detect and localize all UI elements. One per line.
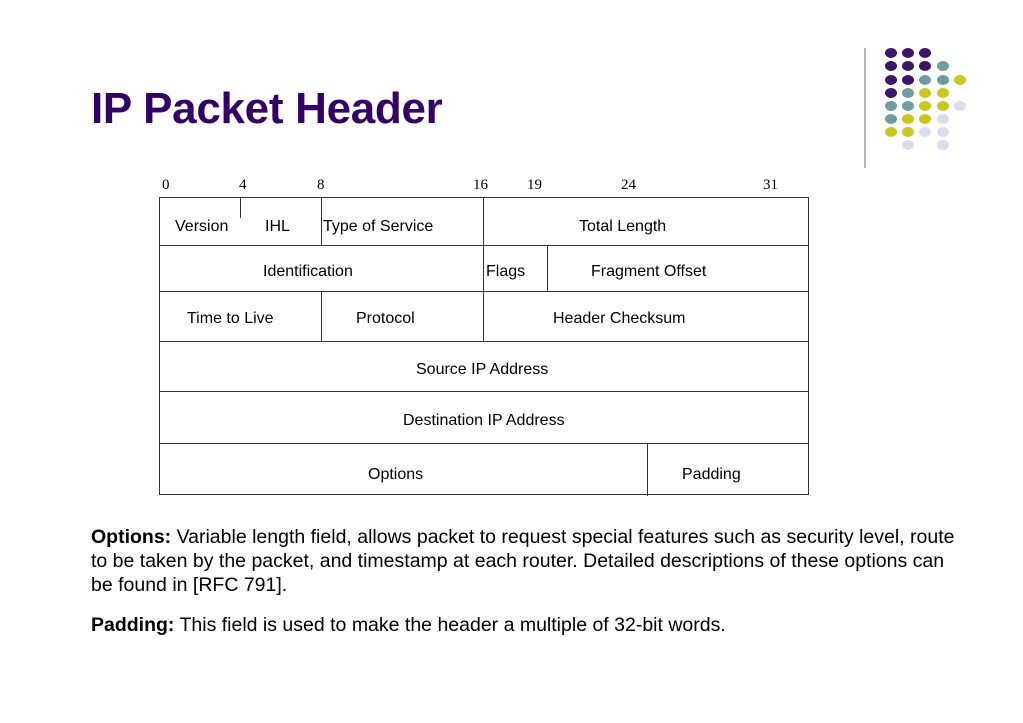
bit-label-8: 8 bbox=[317, 177, 325, 193]
field-version: Version bbox=[175, 218, 229, 235]
decorative-dot bbox=[885, 48, 897, 58]
field-divider bbox=[547, 245, 548, 291]
field-header-checksum: Header Checksum bbox=[553, 310, 686, 327]
ip-header-diagram bbox=[159, 197, 809, 495]
decorative-dot bbox=[885, 101, 897, 111]
field-padding: Padding bbox=[682, 466, 741, 483]
field-source-ip-address: Source IP Address bbox=[416, 361, 549, 378]
decorative-dot bbox=[885, 127, 897, 137]
bit-label-19: 19 bbox=[527, 177, 542, 193]
slide-title: IP Packet Header bbox=[91, 84, 443, 133]
decorative-dot bbox=[902, 101, 914, 111]
bit-label-4: 4 bbox=[239, 177, 247, 193]
decorative-divider bbox=[864, 48, 866, 168]
decorative-dot bbox=[902, 75, 914, 85]
decorative-dot bbox=[885, 75, 897, 85]
decorative-dot bbox=[919, 114, 931, 124]
field-divider bbox=[240, 198, 241, 218]
row-divider bbox=[160, 291, 808, 292]
row-divider bbox=[160, 341, 808, 342]
decorative-dot bbox=[937, 61, 949, 71]
bit-label-24: 24 bbox=[621, 177, 636, 193]
options-note-label: Options: bbox=[91, 526, 172, 548]
field-total-length: Total Length bbox=[579, 218, 667, 235]
bit-label-31: 31 bbox=[763, 177, 778, 193]
decorative-dot bbox=[902, 48, 914, 58]
decorative-dot bbox=[919, 127, 931, 137]
decorative-dot bbox=[902, 114, 914, 124]
decorative-dot bbox=[937, 88, 949, 98]
decorative-dot bbox=[937, 140, 949, 150]
decorative-dot bbox=[937, 114, 949, 124]
decorative-dot bbox=[902, 140, 914, 150]
decorative-dot bbox=[902, 61, 914, 71]
decorative-dot bbox=[937, 75, 949, 85]
field-type-of-service: Type of Service bbox=[323, 218, 434, 235]
field-options: Options bbox=[368, 466, 424, 483]
field-protocol: Protocol bbox=[356, 310, 415, 327]
row-divider bbox=[160, 391, 808, 392]
decorative-dot bbox=[937, 101, 949, 111]
row-divider bbox=[160, 443, 808, 444]
field-ihl: IHL bbox=[265, 218, 290, 235]
decorative-dot bbox=[919, 75, 931, 85]
padding-note bbox=[91, 613, 971, 637]
row-divider bbox=[160, 245, 808, 246]
padding-note-text: This field is used to make the header a multiple of 32-bit words. bbox=[174, 614, 726, 636]
decorative-dot bbox=[902, 127, 914, 137]
decorative-dot bbox=[919, 88, 931, 98]
field-time-to-live: Time to Live bbox=[187, 310, 274, 327]
decorative-dot bbox=[937, 127, 949, 137]
field-divider bbox=[647, 443, 648, 496]
field-flags: Flags bbox=[486, 263, 526, 280]
field-destination-ip-address: Destination IP Address bbox=[403, 412, 565, 429]
bit-label-0: 0 bbox=[162, 177, 170, 193]
decorative-dot bbox=[954, 101, 966, 111]
decorative-dot bbox=[919, 48, 931, 58]
decorative-dot bbox=[919, 101, 931, 111]
decorative-dot bbox=[919, 61, 931, 71]
options-note bbox=[91, 525, 971, 597]
decorative-dot bbox=[885, 114, 897, 124]
field-divider bbox=[321, 198, 322, 245]
options-note-text: Variable length field, allows packet to request special features such as security level, route to be taken by the packet, and timestamp at each router. Detailed descriptions of these options can be found in [RFC 791]. bbox=[91, 526, 955, 596]
field-fragment-offset: Fragment Offset bbox=[591, 263, 707, 280]
field-divider bbox=[483, 198, 484, 341]
decorative-dot bbox=[885, 61, 897, 71]
decorative-dot bbox=[954, 75, 966, 85]
field-identification: Identification bbox=[263, 263, 353, 280]
padding-note-label: Padding: bbox=[91, 614, 175, 636]
field-divider bbox=[321, 291, 322, 341]
bit-label-16: 16 bbox=[473, 177, 488, 193]
decorative-dot bbox=[885, 88, 897, 98]
decorative-dot bbox=[902, 88, 914, 98]
